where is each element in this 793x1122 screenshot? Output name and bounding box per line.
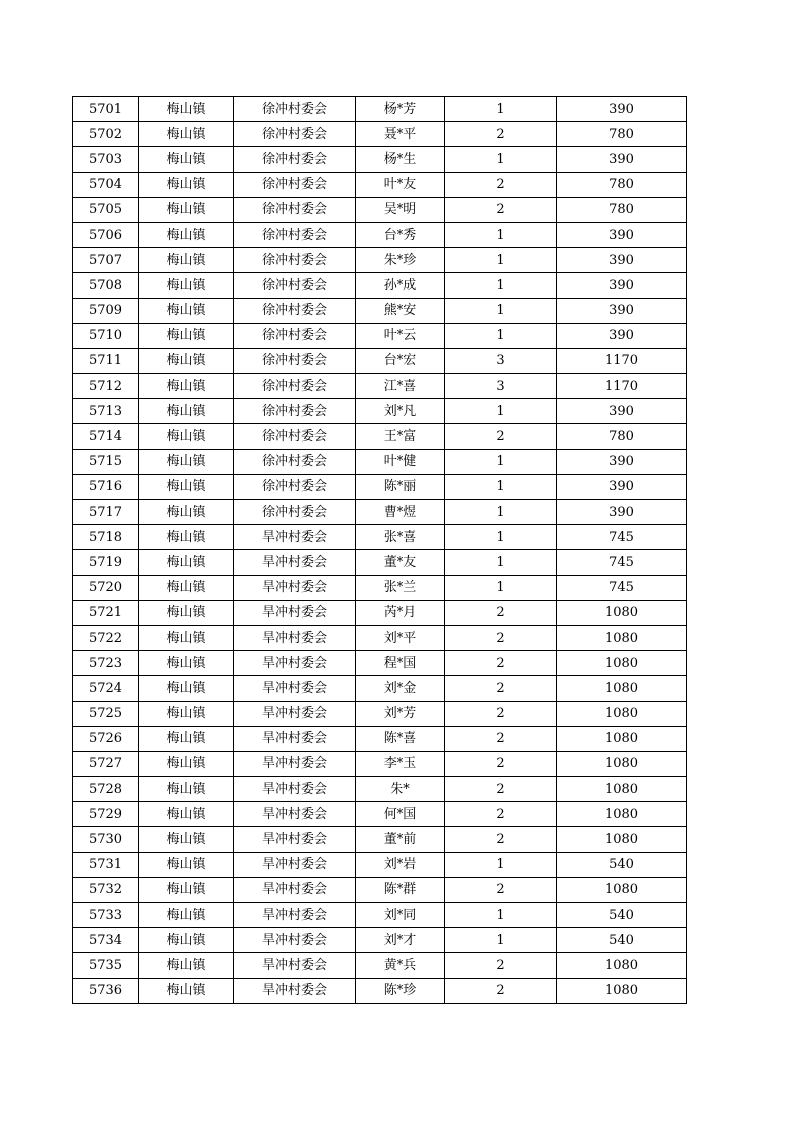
name-cell: 叶*云 xyxy=(356,323,445,348)
serial-cell: 5736 xyxy=(73,978,139,1003)
amount-cell: 1080 xyxy=(557,600,687,625)
village-committee-cell: 旱冲村委会 xyxy=(234,625,356,650)
table-row xyxy=(73,273,687,298)
village-committee-cell: 旱冲村委会 xyxy=(234,600,356,625)
village-committee-cell: 徐冲村委会 xyxy=(234,374,356,399)
name-cell: 陈*喜 xyxy=(356,726,445,751)
village-committee-cell: 徐冲村委会 xyxy=(234,323,356,348)
town-cell: 梅山镇 xyxy=(139,600,234,625)
table-row xyxy=(73,424,687,449)
village-committee-cell: 旱冲村委会 xyxy=(234,575,356,600)
amount-cell: 390 xyxy=(557,323,687,348)
name-cell: 陈*群 xyxy=(356,877,445,902)
count-cell: 2 xyxy=(445,777,557,802)
count-cell: 2 xyxy=(445,802,557,827)
village-committee-cell: 徐冲村委会 xyxy=(234,172,356,197)
name-cell: 台*秀 xyxy=(356,222,445,247)
amount-cell: 540 xyxy=(557,928,687,953)
name-cell: 孙*成 xyxy=(356,273,445,298)
name-cell: 叶*健 xyxy=(356,449,445,474)
amount-cell: 1080 xyxy=(557,751,687,776)
count-cell: 2 xyxy=(445,172,557,197)
count-cell: 2 xyxy=(445,978,557,1003)
town-cell: 梅山镇 xyxy=(139,651,234,676)
name-cell: 董*前 xyxy=(356,827,445,852)
name-cell: 江*喜 xyxy=(356,374,445,399)
table-row xyxy=(73,751,687,776)
serial-cell: 5712 xyxy=(73,374,139,399)
serial-cell: 5708 xyxy=(73,273,139,298)
town-cell: 梅山镇 xyxy=(139,676,234,701)
serial-cell: 5710 xyxy=(73,323,139,348)
amount-cell: 1080 xyxy=(557,802,687,827)
amount-cell: 390 xyxy=(557,248,687,273)
amount-cell: 1080 xyxy=(557,777,687,802)
town-cell: 梅山镇 xyxy=(139,323,234,348)
town-cell: 梅山镇 xyxy=(139,374,234,399)
count-cell: 1 xyxy=(445,525,557,550)
serial-cell: 5709 xyxy=(73,298,139,323)
amount-cell: 390 xyxy=(557,298,687,323)
village-committee-cell: 旱冲村委会 xyxy=(234,651,356,676)
name-cell: 张*兰 xyxy=(356,575,445,600)
town-cell: 梅山镇 xyxy=(139,625,234,650)
amount-cell: 745 xyxy=(557,575,687,600)
count-cell: 2 xyxy=(445,600,557,625)
count-cell: 1 xyxy=(445,147,557,172)
serial-cell: 5713 xyxy=(73,399,139,424)
amount-cell: 390 xyxy=(557,97,687,122)
village-committee-cell: 徐冲村委会 xyxy=(234,147,356,172)
name-cell: 熊*安 xyxy=(356,298,445,323)
count-cell: 1 xyxy=(445,323,557,348)
serial-cell: 5731 xyxy=(73,852,139,877)
table-row xyxy=(73,575,687,600)
count-cell: 3 xyxy=(445,348,557,373)
town-cell: 梅山镇 xyxy=(139,122,234,147)
amount-cell: 390 xyxy=(557,222,687,247)
table-row xyxy=(73,348,687,373)
name-cell: 吴*明 xyxy=(356,197,445,222)
table-row xyxy=(73,323,687,348)
table-row xyxy=(73,726,687,751)
name-cell: 何*国 xyxy=(356,802,445,827)
village-committee-cell: 徐冲村委会 xyxy=(234,500,356,525)
count-cell: 2 xyxy=(445,651,557,676)
table-row xyxy=(73,701,687,726)
count-cell: 1 xyxy=(445,575,557,600)
amount-cell: 780 xyxy=(557,122,687,147)
name-cell: 刘*金 xyxy=(356,676,445,701)
table-row xyxy=(73,197,687,222)
amount-cell: 540 xyxy=(557,852,687,877)
count-cell: 2 xyxy=(445,625,557,650)
town-cell: 梅山镇 xyxy=(139,550,234,575)
amount-cell: 780 xyxy=(557,424,687,449)
serial-cell: 5706 xyxy=(73,222,139,247)
count-cell: 1 xyxy=(445,97,557,122)
table-row xyxy=(73,852,687,877)
serial-cell: 5734 xyxy=(73,928,139,953)
village-committee-cell: 徐冲村委会 xyxy=(234,248,356,273)
serial-cell: 5720 xyxy=(73,575,139,600)
table-row xyxy=(73,651,687,676)
name-cell: 刘*芳 xyxy=(356,701,445,726)
town-cell: 梅山镇 xyxy=(139,399,234,424)
table-row xyxy=(73,147,687,172)
town-cell: 梅山镇 xyxy=(139,777,234,802)
village-committee-cell: 徐冲村委会 xyxy=(234,449,356,474)
serial-cell: 5732 xyxy=(73,877,139,902)
town-cell: 梅山镇 xyxy=(139,978,234,1003)
name-cell: 刘*岩 xyxy=(356,852,445,877)
name-cell: 陈*丽 xyxy=(356,474,445,499)
village-committee-cell: 徐冲村委会 xyxy=(234,197,356,222)
amount-cell: 1080 xyxy=(557,827,687,852)
village-committee-cell: 徐冲村委会 xyxy=(234,348,356,373)
table-row xyxy=(73,777,687,802)
village-committee-cell: 徐冲村委会 xyxy=(234,298,356,323)
serial-cell: 5725 xyxy=(73,701,139,726)
count-cell: 2 xyxy=(445,197,557,222)
serial-cell: 5703 xyxy=(73,147,139,172)
name-cell: 刘*凡 xyxy=(356,399,445,424)
town-cell: 梅山镇 xyxy=(139,172,234,197)
amount-cell: 780 xyxy=(557,172,687,197)
village-committee-cell: 旱冲村委会 xyxy=(234,676,356,701)
amount-cell: 1080 xyxy=(557,701,687,726)
amount-cell: 390 xyxy=(557,147,687,172)
count-cell: 1 xyxy=(445,903,557,928)
name-cell: 张*喜 xyxy=(356,525,445,550)
amount-cell: 540 xyxy=(557,903,687,928)
table-row xyxy=(73,550,687,575)
serial-cell: 5716 xyxy=(73,474,139,499)
name-cell: 刘*平 xyxy=(356,625,445,650)
count-cell: 2 xyxy=(445,827,557,852)
count-cell: 1 xyxy=(445,298,557,323)
amount-cell: 390 xyxy=(557,449,687,474)
serial-cell: 5735 xyxy=(73,953,139,978)
town-cell: 梅山镇 xyxy=(139,827,234,852)
amount-cell: 390 xyxy=(557,273,687,298)
table-row xyxy=(73,500,687,525)
table-row xyxy=(73,827,687,852)
village-committee-cell: 徐冲村委会 xyxy=(234,474,356,499)
village-committee-cell: 旱冲村委会 xyxy=(234,802,356,827)
serial-cell: 5728 xyxy=(73,777,139,802)
count-cell: 1 xyxy=(445,273,557,298)
village-committee-cell: 旱冲村委会 xyxy=(234,978,356,1003)
village-committee-cell: 旱冲村委会 xyxy=(234,701,356,726)
town-cell: 梅山镇 xyxy=(139,928,234,953)
table-row xyxy=(73,625,687,650)
amount-cell: 390 xyxy=(557,474,687,499)
name-cell: 台*宏 xyxy=(356,348,445,373)
town-cell: 梅山镇 xyxy=(139,248,234,273)
serial-cell: 5705 xyxy=(73,197,139,222)
table-row xyxy=(73,122,687,147)
town-cell: 梅山镇 xyxy=(139,701,234,726)
town-cell: 梅山镇 xyxy=(139,903,234,928)
table-row xyxy=(73,877,687,902)
town-cell: 梅山镇 xyxy=(139,474,234,499)
table-row xyxy=(73,802,687,827)
count-cell: 2 xyxy=(445,676,557,701)
count-cell: 2 xyxy=(445,424,557,449)
name-cell: 朱* xyxy=(356,777,445,802)
count-cell: 2 xyxy=(445,953,557,978)
count-cell: 1 xyxy=(445,449,557,474)
table-row xyxy=(73,953,687,978)
serial-cell: 5729 xyxy=(73,802,139,827)
count-cell: 1 xyxy=(445,500,557,525)
name-cell: 刘*才 xyxy=(356,928,445,953)
table-row xyxy=(73,676,687,701)
town-cell: 梅山镇 xyxy=(139,525,234,550)
count-cell: 3 xyxy=(445,374,557,399)
table-row xyxy=(73,172,687,197)
town-cell: 梅山镇 xyxy=(139,575,234,600)
name-cell: 叶*友 xyxy=(356,172,445,197)
table-row xyxy=(73,525,687,550)
serial-cell: 5726 xyxy=(73,726,139,751)
town-cell: 梅山镇 xyxy=(139,197,234,222)
village-committee-cell: 旱冲村委会 xyxy=(234,903,356,928)
amount-cell: 745 xyxy=(557,550,687,575)
serial-cell: 5701 xyxy=(73,97,139,122)
village-committee-cell: 徐冲村委会 xyxy=(234,273,356,298)
table-row xyxy=(73,474,687,499)
amount-cell: 745 xyxy=(557,525,687,550)
count-cell: 1 xyxy=(445,474,557,499)
name-cell: 王*富 xyxy=(356,424,445,449)
table-row xyxy=(73,399,687,424)
table-row xyxy=(73,222,687,247)
name-cell: 朱*珍 xyxy=(356,248,445,273)
village-committee-cell: 旱冲村委会 xyxy=(234,550,356,575)
village-committee-cell: 徐冲村委会 xyxy=(234,424,356,449)
table-row xyxy=(73,374,687,399)
amount-cell: 1170 xyxy=(557,348,687,373)
table-row xyxy=(73,600,687,625)
serial-cell: 5707 xyxy=(73,248,139,273)
village-committee-cell: 旱冲村委会 xyxy=(234,777,356,802)
amount-cell: 390 xyxy=(557,399,687,424)
table-row xyxy=(73,928,687,953)
name-cell: 杨*生 xyxy=(356,147,445,172)
count-cell: 1 xyxy=(445,248,557,273)
name-cell: 陈*珍 xyxy=(356,978,445,1003)
amount-cell: 1170 xyxy=(557,374,687,399)
name-cell: 黄*兵 xyxy=(356,953,445,978)
town-cell: 梅山镇 xyxy=(139,298,234,323)
village-committee-cell: 旱冲村委会 xyxy=(234,877,356,902)
count-cell: 1 xyxy=(445,928,557,953)
town-cell: 梅山镇 xyxy=(139,953,234,978)
amount-cell: 1080 xyxy=(557,978,687,1003)
village-committee-cell: 旱冲村委会 xyxy=(234,751,356,776)
count-cell: 2 xyxy=(445,701,557,726)
serial-cell: 5702 xyxy=(73,122,139,147)
village-committee-cell: 旱冲村委会 xyxy=(234,852,356,877)
serial-cell: 5730 xyxy=(73,827,139,852)
count-cell: 2 xyxy=(445,122,557,147)
town-cell: 梅山镇 xyxy=(139,751,234,776)
amount-cell: 1080 xyxy=(557,953,687,978)
town-cell: 梅山镇 xyxy=(139,802,234,827)
town-cell: 梅山镇 xyxy=(139,97,234,122)
name-cell: 李*玉 xyxy=(356,751,445,776)
village-committee-cell: 徐冲村委会 xyxy=(234,97,356,122)
table-row xyxy=(73,298,687,323)
serial-cell: 5704 xyxy=(73,172,139,197)
serial-cell: 5719 xyxy=(73,550,139,575)
serial-cell: 5722 xyxy=(73,625,139,650)
table-row xyxy=(73,903,687,928)
amount-cell: 1080 xyxy=(557,625,687,650)
town-cell: 梅山镇 xyxy=(139,500,234,525)
serial-cell: 5711 xyxy=(73,348,139,373)
serial-cell: 5727 xyxy=(73,751,139,776)
amount-cell: 1080 xyxy=(557,676,687,701)
village-committee-cell: 旱冲村委会 xyxy=(234,928,356,953)
table-row xyxy=(73,248,687,273)
name-cell: 芮*月 xyxy=(356,600,445,625)
amount-cell: 1080 xyxy=(557,877,687,902)
serial-cell: 5724 xyxy=(73,676,139,701)
amount-cell: 1080 xyxy=(557,651,687,676)
town-cell: 梅山镇 xyxy=(139,273,234,298)
town-cell: 梅山镇 xyxy=(139,726,234,751)
serial-cell: 5717 xyxy=(73,500,139,525)
data-table xyxy=(72,96,687,1004)
village-committee-cell: 旱冲村委会 xyxy=(234,525,356,550)
table-row xyxy=(73,449,687,474)
count-cell: 1 xyxy=(445,222,557,247)
town-cell: 梅山镇 xyxy=(139,147,234,172)
serial-cell: 5723 xyxy=(73,651,139,676)
village-committee-cell: 徐冲村委会 xyxy=(234,222,356,247)
count-cell: 2 xyxy=(445,726,557,751)
town-cell: 梅山镇 xyxy=(139,449,234,474)
name-cell: 聂*平 xyxy=(356,122,445,147)
town-cell: 梅山镇 xyxy=(139,222,234,247)
amount-cell: 1080 xyxy=(557,726,687,751)
name-cell: 杨*芳 xyxy=(356,97,445,122)
town-cell: 梅山镇 xyxy=(139,424,234,449)
serial-cell: 5718 xyxy=(73,525,139,550)
serial-cell: 5714 xyxy=(73,424,139,449)
table-row xyxy=(73,97,687,122)
count-cell: 2 xyxy=(445,877,557,902)
town-cell: 梅山镇 xyxy=(139,348,234,373)
town-cell: 梅山镇 xyxy=(139,877,234,902)
count-cell: 2 xyxy=(445,751,557,776)
count-cell: 1 xyxy=(445,852,557,877)
name-cell: 程*国 xyxy=(356,651,445,676)
count-cell: 1 xyxy=(445,399,557,424)
table-row xyxy=(73,978,687,1003)
name-cell: 曹*煜 xyxy=(356,500,445,525)
serial-cell: 5721 xyxy=(73,600,139,625)
amount-cell: 780 xyxy=(557,197,687,222)
serial-cell: 5733 xyxy=(73,903,139,928)
village-committee-cell: 旱冲村委会 xyxy=(234,726,356,751)
village-committee-cell: 旱冲村委会 xyxy=(234,827,356,852)
serial-cell: 5715 xyxy=(73,449,139,474)
town-cell: 梅山镇 xyxy=(139,852,234,877)
village-committee-cell: 徐冲村委会 xyxy=(234,399,356,424)
name-cell: 董*友 xyxy=(356,550,445,575)
amount-cell: 390 xyxy=(557,500,687,525)
village-committee-cell: 徐冲村委会 xyxy=(234,122,356,147)
name-cell: 刘*同 xyxy=(356,903,445,928)
count-cell: 1 xyxy=(445,550,557,575)
table-body xyxy=(73,97,687,1004)
village-committee-cell: 旱冲村委会 xyxy=(234,953,356,978)
